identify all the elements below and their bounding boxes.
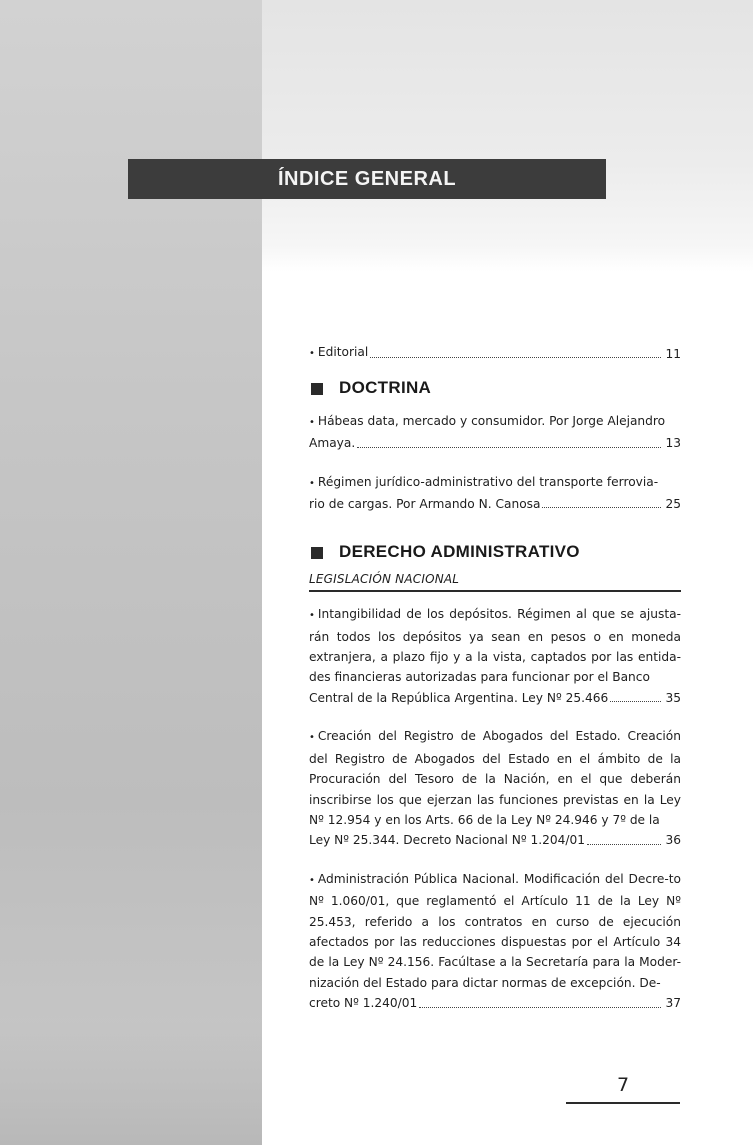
index-banner <box>128 159 606 199</box>
dot-leader <box>587 844 661 845</box>
page-number: 7 <box>566 1074 680 1104</box>
entry-text: Hábeas data, mercado y consumidor. Por Jorge Alejandro <box>317 413 666 428</box>
toc-entry[interactable] <box>309 604 681 708</box>
bullet-icon: • <box>309 416 315 428</box>
section-heading-doctrina <box>309 378 681 398</box>
bullet-icon: • <box>309 610 315 622</box>
entry-text-last: Amaya. <box>309 436 356 451</box>
dot-leader <box>357 447 661 448</box>
toc-entry-editorial[interactable] <box>309 342 681 364</box>
dot-leader <box>419 1007 661 1008</box>
square-bullet-icon <box>311 547 323 559</box>
entry-text-last: Ley Nº 25.344. Decreto Nacional Nº 1.204/01 <box>309 833 586 848</box>
section-heading-derecho-administrativo <box>309 542 681 562</box>
section-title: DOCTRINA <box>339 378 432 398</box>
entry-text-last: rio de cargas. Por Armando N. Canosa <box>309 497 541 512</box>
scan-shadow-bottom <box>0 1020 262 1145</box>
entry-page: 25 <box>665 497 681 512</box>
entry-text-last: creto Nº 1.240/01 <box>309 996 418 1011</box>
bullet-icon: • <box>309 874 315 886</box>
bullet-icon: • <box>309 477 315 489</box>
toc-entry[interactable] <box>309 869 681 1014</box>
dot-leader <box>610 701 661 702</box>
entry-text: Administración Pública Nacional. Modificación del Decre-to Nº 1.060/01, que reglamentó el Artículo 11 de la Ley Nº 25.453, referido a los contratos en curso de ejecución afectados por las reducciones dispuestas por el Artículo 34 de la Ley Nº 24.156. Facúltase a la Secretaría para la Moder-nización del Estado para dictar normas de excepción. De- <box>309 871 681 990</box>
dot-leader <box>370 357 661 358</box>
square-bullet-icon <box>311 383 323 395</box>
scan-shadow-top <box>262 0 753 272</box>
toc-entry[interactable] <box>309 472 681 515</box>
dot-leader <box>542 507 661 508</box>
toc-entry[interactable] <box>309 411 681 454</box>
section-title: DERECHO ADMINISTRATIVO <box>339 542 580 562</box>
entry-title: Editorial <box>317 345 369 359</box>
bullet-icon: • <box>309 732 315 744</box>
entry-page: 37 <box>665 996 681 1011</box>
entry-page: 13 <box>665 436 681 451</box>
entry-text: Régimen jurídico-administrativo del transporte ferrovia- <box>317 474 659 489</box>
toc-entry[interactable] <box>309 726 681 850</box>
entry-text: Creación del Registro de Abogados del Estado. Creación del Registro de Abogados del Estado en el ámbito de la Procuración del Tesoro de la Nación, en el que deberán inscribirse los que ejerzan las funciones previstas en la Ley Nº 12.954 y en los Arts. 66 de la Ley Nº 24.946 y 7º de la <box>309 729 681 827</box>
entry-page: 36 <box>665 833 681 848</box>
entry-page: 35 <box>665 690 681 705</box>
entry-text-last: Central de la República Argentina. Ley Nº 25.466 <box>309 690 609 705</box>
banner-title: ÍNDICE GENERAL <box>277 167 457 190</box>
table-of-contents <box>309 342 681 1014</box>
bullet-icon: • <box>309 348 315 359</box>
subsection-heading: LEGISLACIÓN NACIONAL <box>309 569 681 592</box>
entry-text: Intangibilidad de los depósitos. Régimen al que se ajusta-rán todos los depósitos ya sean en pesos o en moneda extranjera, a plazo fijo y a la vista, captados por las entida-des financieras autorizadas para funcionar por el Banco <box>309 607 681 685</box>
entry-page: 11 <box>665 347 681 361</box>
